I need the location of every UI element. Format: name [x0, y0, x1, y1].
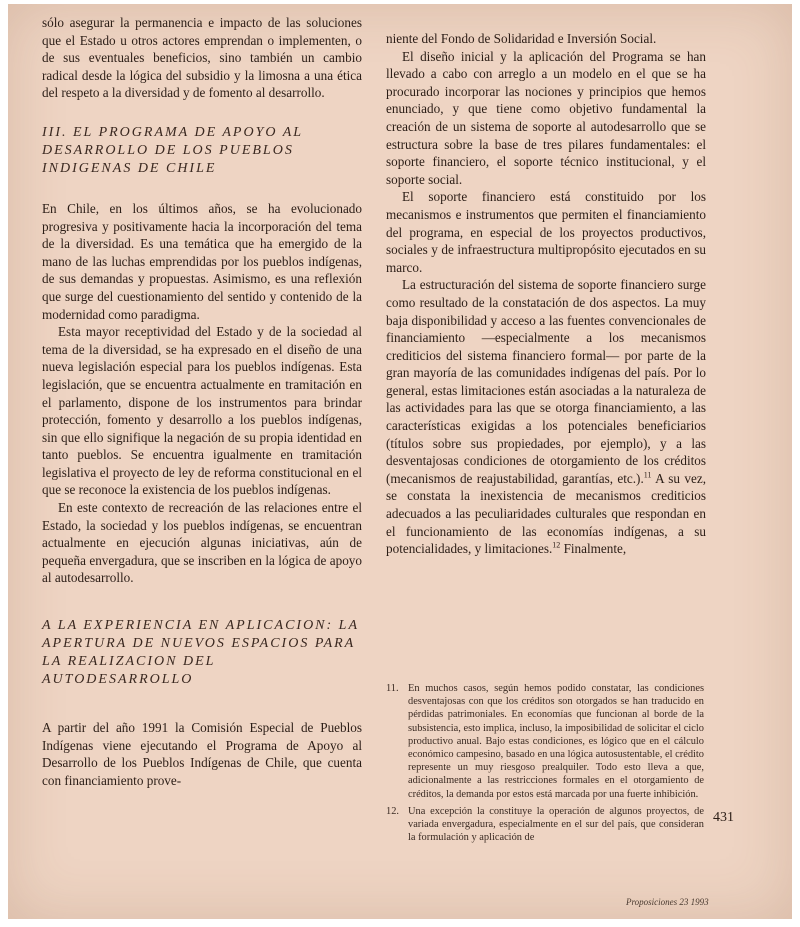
paragraph-text: La estructuración del sistema de soporte financiero surge como resultado de la constatación de dos aspectos. La muy baja disponibilidad y acceso a las fuentes convencionales de financiamiento —especialmente a los mecanismos crediticios del sistema financiero formal— por parte de la gran mayoría de las comunidades indígenas del país. Por lo general, estas limitaciones están asociadas a la naturaleza de las actividades para las que se otorga financiamiento, a las características exigidas a los potenciales beneficiarios (títulos sobre sus propiedades, por ejemplo), y a las desventajosas condiciones de otorgamiento de los créditos (mecanismos de reajustabilidad, garantías, etc.).	[386, 277, 706, 486]
body-paragraph: A partir del año 1991 la Comisión Especial de Pueblos Indígenas viene ejecutando el Programa de Apoyo al Desarrollo de los Pueblos Indígenas de Chile, que cuenta con financiamiento prove-	[42, 720, 362, 788]
right-column	[386, 30, 706, 558]
footnote-text: Una excepción la constituye la operación de algunos proyectos, de variada envergadura, especialmente en el sur del país, que consideran la formulación y aplicación de	[408, 805, 704, 844]
left-column	[42, 14, 362, 789]
subsection-heading: A LA EXPERIENCIA EN APLICACION: LA APERTURA DE NUEVOS ESPACIOS PARA LA REALIZACION DEL AUTODESARROLLO	[42, 618, 359, 688]
footnote	[386, 682, 704, 801]
journal-footer: Proposiciones 23 1993	[626, 897, 709, 907]
section-heading: III. EL PROGRAMA DE APOYO AL DESARROLLO DE LOS PUEBLOS INDIGENAS DE CHILE	[42, 124, 303, 176]
book-page	[8, 4, 792, 919]
footnote	[386, 805, 704, 845]
footnote-number: 11.	[386, 683, 399, 694]
body-paragraph: Esta mayor receptividad del Estado y de la sociedad al tema de la diversidad, se ha expresado en el diseño de una nueva legislación especial para los pueblos indígenas. Esta legislación, que se encuentra actualmente en tramitación en el parlamento, dispone de los instrumentos para brindar protección, fomento y desarrollo a los pueblos indígenas, sin que ello signifique la negación de su propia identidad en tanto pueblos. Se encuentra igualmente en tramitación legislativa el proyecto de ley de reforma constitucional en el que se reconoce la existencia de los pueblos indígenas.	[42, 324, 362, 498]
footnote-reference: 12	[552, 540, 561, 550]
intro-paragraph: sólo asegurar la permanencia e impacto de las soluciones que el Estado u otros actores emprendan o implementen, o de sus eventuales beneficios, sino también un cambio radical desde la lógica del subsidio y la limosna a una ética del respeto a la diversidad y de fomento al desarrollo.	[42, 15, 362, 101]
footnote-number: 12.	[386, 805, 399, 817]
paragraph-text: A su vez, se constata la inexistencia de mecanismos crediticios adecuados a las peculiaridades culturales que respondan en el funcionamiento de las economías indígenas, a su potencialidades, y limitaciones.	[386, 470, 706, 557]
body-paragraph	[386, 276, 706, 558]
footnote-text: En muchos casos, según hemos podido constatar, las condiciones desventajosas con que los créditos son otorgados se han traducido en pérdidas patrimoniales. En economías que funcionan al borde de la subsistencia, esto implica, incluso, la imposibilidad de solicitar el ciclo productivo anual. Bajo estas condiciones, es lógico que en el cálculo económico campesino, basado en una lógica autosustentable, el crédito represente un muy riesgoso prealquiler. Todo esto lleva a que, adicionalmente a las restricciones formales en el otorgamiento de créditos, la demanda por estos está marcada por una fuerte inhibición.	[408, 683, 704, 800]
body-paragraph: En este contexto de recreación de las relaciones entre el Estado, la sociedad y los pueblos indígenas, se encuentran actualmente en ejecución algunas iniciativas, aún de pequeña envergadura, que se inscriben en la lógica de apoyo al autodesarrollo.	[42, 500, 362, 586]
footnote-reference: 11	[643, 470, 652, 480]
body-paragraph: El soporte financiero está constituido por los mecanismos e instrumentos que permiten el financiamiento del programa, en especial de los proyectos productivos, sociales y de infraestructura multipropósito ejecutados en su marco.	[386, 189, 706, 275]
body-paragraph: El diseño inicial y la aplicación del Programa se han llevado a cabo con arreglo a un modelo en el que se ha procurado incorporar las nociones y principios que hemos enunciado, y que tiene como objetivo fundamental la creación de un sistema de soporte al autodesarrollo que se estructura sobre la base de tres pilares fundamentales: el soporte financiero, el soporte técnico institucional, y el soporte social.	[386, 48, 706, 187]
page-number: 431	[713, 810, 734, 825]
footnotes	[386, 682, 704, 848]
body-paragraph: niente del Fondo de Solidaridad e Inversión Social.	[386, 31, 657, 46]
paragraph-text: Finalmente,	[560, 541, 627, 557]
body-paragraph: En Chile, en los últimos años, se ha evolucionado progresiva y positivamente hacia la incorporación del tema de la diversidad. Es una temática que ha emergido de la mano de las luchas emprendidas por los pueblos indígenas, de sus demandas y propuestas. Asimismo, es una reflexión que surge del cuestionamiento del sentido y contenido de la modernidad como paradigma.	[42, 200, 362, 322]
